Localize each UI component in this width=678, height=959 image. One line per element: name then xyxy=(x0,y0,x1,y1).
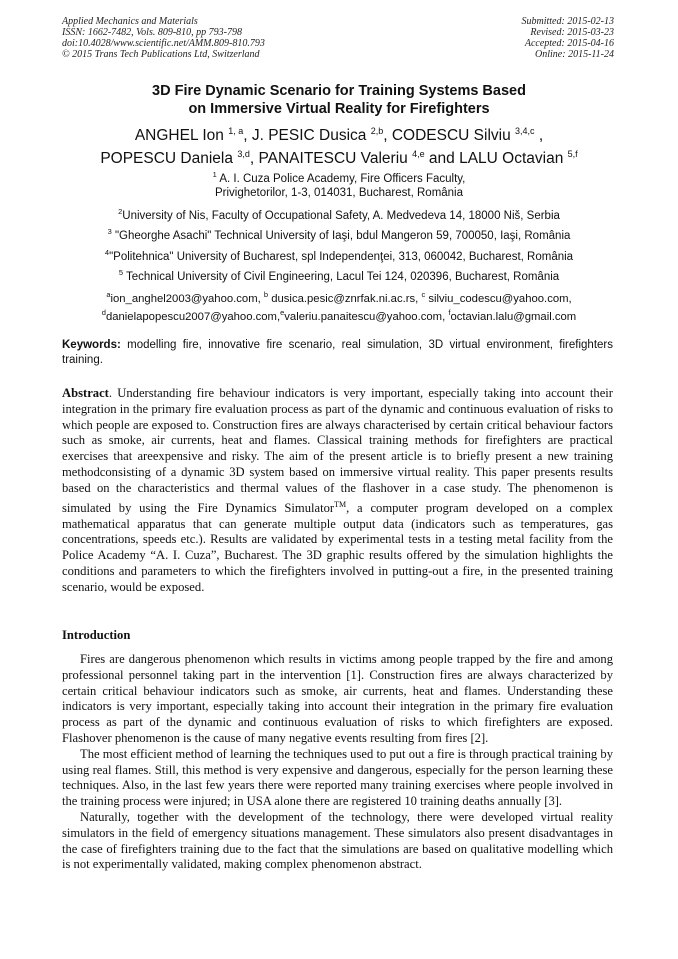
trademark-mark: TM xyxy=(334,499,347,509)
affiliation-number: 3 xyxy=(107,227,112,236)
email-marker: a xyxy=(106,290,111,299)
affiliation-text: "Gheorghe Asachi" Technical University of Iaşi, bdul Mangeron 59, 700050, Iaşi, România xyxy=(114,229,571,242)
author-name: PANAITESCU Valeriu xyxy=(258,150,408,168)
affiliation-text: "Politehnica" University of Bucharest, spl Independenţei, 313, 060042, Bucharest, România xyxy=(109,250,574,263)
keywords-text: modelling fire, innovative fire scenario, real simulation, 3D virtual environment, firefighters training. xyxy=(62,339,613,366)
email-marker: b xyxy=(263,290,269,299)
journal-issn: ISSN: 1662-7482, Vols. 809-810, pp 793-798 xyxy=(62,27,242,38)
journal-copyright: © 2015 Trans Tech Publications Ltd, Switzerland xyxy=(62,49,260,60)
email-b[interactable]: dusica.pesic@znrfak.ni.ac.rs, xyxy=(271,292,419,305)
email-marker: d xyxy=(101,307,106,317)
author-sep: , xyxy=(249,150,259,168)
keywords-section xyxy=(62,338,613,367)
title-line-2: on Immersive Virtual Reality for Firefighters xyxy=(188,101,490,117)
submitted-date: Submitted: 2015-02-13 xyxy=(521,16,614,27)
abstract-label: Abstract xyxy=(62,386,109,400)
affiliation-text: Privighetorilor, 1-3, 014031, Bucharest, România xyxy=(214,186,464,199)
keywords-label: Keywords: xyxy=(62,339,121,351)
author-affil: 1, a xyxy=(228,126,244,136)
title-line-1: 3D Fire Dynamic Scenario for Training Systems Based xyxy=(152,83,526,99)
affiliation-number: 4 xyxy=(104,248,110,257)
revised-date: Revised: 2015-03-23 xyxy=(530,27,614,38)
introduction-section xyxy=(62,652,613,873)
abstract-text: . Understanding fire behaviour indicators is very important, especially taking into account their integration in the primary fire evaluation process as part of the dynamic and continuous evaluation of risks to which people are exposed to. Construction fires are always characterised by certain critical behaviour factors such as smoke, air currents, heat and flames. Classical training methods for firefighters are practical exercises that areexpensive and risky. The aim of the present article is to briefly present a new training methodconsisting of a dynamic 3D system based on immersive virtual reality. This paper presents results based on the characteristics and thermal values of the flashover in a case study. The phenomenon is simulated by using the Fire Dynamics Simulator xyxy=(62,386,613,515)
affiliation-4 xyxy=(30,246,648,264)
submission-dates xyxy=(522,16,615,60)
affiliation-2 xyxy=(30,205,648,223)
email-d[interactable]: danielapopescu2007@yahoo.com, xyxy=(105,310,281,323)
author-name: CODESCU Silviu xyxy=(391,127,511,145)
online-date: Online: 2015-11-24 xyxy=(535,49,614,60)
author-name: ANGHEL Ion xyxy=(134,127,224,145)
affiliation-1 xyxy=(30,168,648,200)
intro-paragraph-3: Naturally, together with the development of the technology, there were developed virtual reality simulators in the field of emergency situations management. These simulators also present disadvantages in the case of firefighters training due to the fact that the simulations are based on qualitative modelling which is not experimentally validated, making complex phenomenon abstract. xyxy=(62,809,613,872)
author-name: LALU Octavian xyxy=(459,150,564,168)
email-marker: c xyxy=(421,290,426,299)
author-sep: and xyxy=(424,150,460,168)
email-f[interactable]: octavian.lalu@gmail.com xyxy=(450,310,577,323)
affiliation-3 xyxy=(30,225,648,243)
accepted-date: Accepted: 2015-04-16 xyxy=(524,38,614,49)
abstract-text: , a computer program developed on a complex mathematical apparatus that can generate multiple output data (indicators such as temperatures, gas concentrations, speeds etc.). Results are validated by experimental tests in a testing metal facility from the Police Academy “A. I. Cuza”, Bucharest. The 3D graphic results offered by the simulation highlights the conditions and parameters to which the firefighters involved in putting-out a fire, in the presented training scenario, would be exposed. xyxy=(62,500,613,594)
author-list xyxy=(30,122,648,168)
intro-paragraph-2: The most efficient method of learning the techniques used to put out a fire is through practical training by using real flames. Still, this method is very expensive and dangerous, especially for the person learning these techniques. Also, in the last few years there were reported many training exercises where people involved in the training process were injured; in USA alone there are registered 10 training deaths annually [3]. xyxy=(62,746,613,809)
email-c[interactable]: silviu_codescu@yahoo.com, xyxy=(428,292,572,305)
affiliation-text: A. I. Cuza Police Academy, Fire Officers Faculty, xyxy=(219,172,466,185)
author-affil: 5,f xyxy=(567,149,578,160)
author-affil: 3,d xyxy=(237,149,250,160)
author-affil: 3,4,c xyxy=(515,126,535,136)
author-sep: , xyxy=(383,127,392,145)
introduction-heading: Introduction xyxy=(62,628,131,642)
journal-doi: doi:10.4028/www.scientific.net/AMM.809-810.793 xyxy=(62,38,265,49)
author-name: J. PESIC Dusica xyxy=(251,127,367,145)
email-a[interactable]: ion_anghel2003@yahoo.com, xyxy=(110,292,261,305)
author-affil: 2,b xyxy=(370,126,384,136)
abstract-section xyxy=(62,386,613,596)
affiliation-text: Technical University of Civil Engineering, Lacul Tei 124, 020396, Bucharest, România xyxy=(125,270,560,283)
author-emails xyxy=(30,288,648,324)
author-sep: , xyxy=(534,127,544,145)
affiliation-5 xyxy=(30,266,648,284)
affiliation-text: University of Nis, Faculty of Occupational Safety, A. Medvedeva 14, 18000 Niš, Serbia xyxy=(122,209,560,222)
email-e[interactable]: valeriu.panaitescu@yahoo.com, xyxy=(284,310,446,323)
journal-info xyxy=(62,16,265,60)
email-marker: e xyxy=(280,307,285,317)
author-sep: , xyxy=(243,127,252,145)
affiliation-number: 2 xyxy=(118,207,123,216)
affiliation-number: 1 xyxy=(212,170,217,179)
email-marker: f xyxy=(448,307,451,317)
affiliation-number: 5 xyxy=(118,268,123,277)
paper-title xyxy=(40,82,638,118)
journal-name: Applied Mechanics and Materials xyxy=(62,16,198,27)
author-name: POPESCU Daniela xyxy=(100,150,233,168)
author-affil: 4,e xyxy=(412,149,425,160)
intro-paragraph-1: Fires are dangerous phenomenon which results in victims among people trapped by the fire and among professional personnel taking part in the intervention [1]. Construction fires are always characterized by certain critical behaviour indicators such as smoke, air currents, heat and flames. Understanding these indicators is very important, especially taking into account their integration in the primary fire evaluation process as part of the dynamic and continuous evaluation of risks to which firefighters are exposed. Flashover phenomenon is the cause of many negative events resulting from fires [2]. xyxy=(62,652,613,745)
